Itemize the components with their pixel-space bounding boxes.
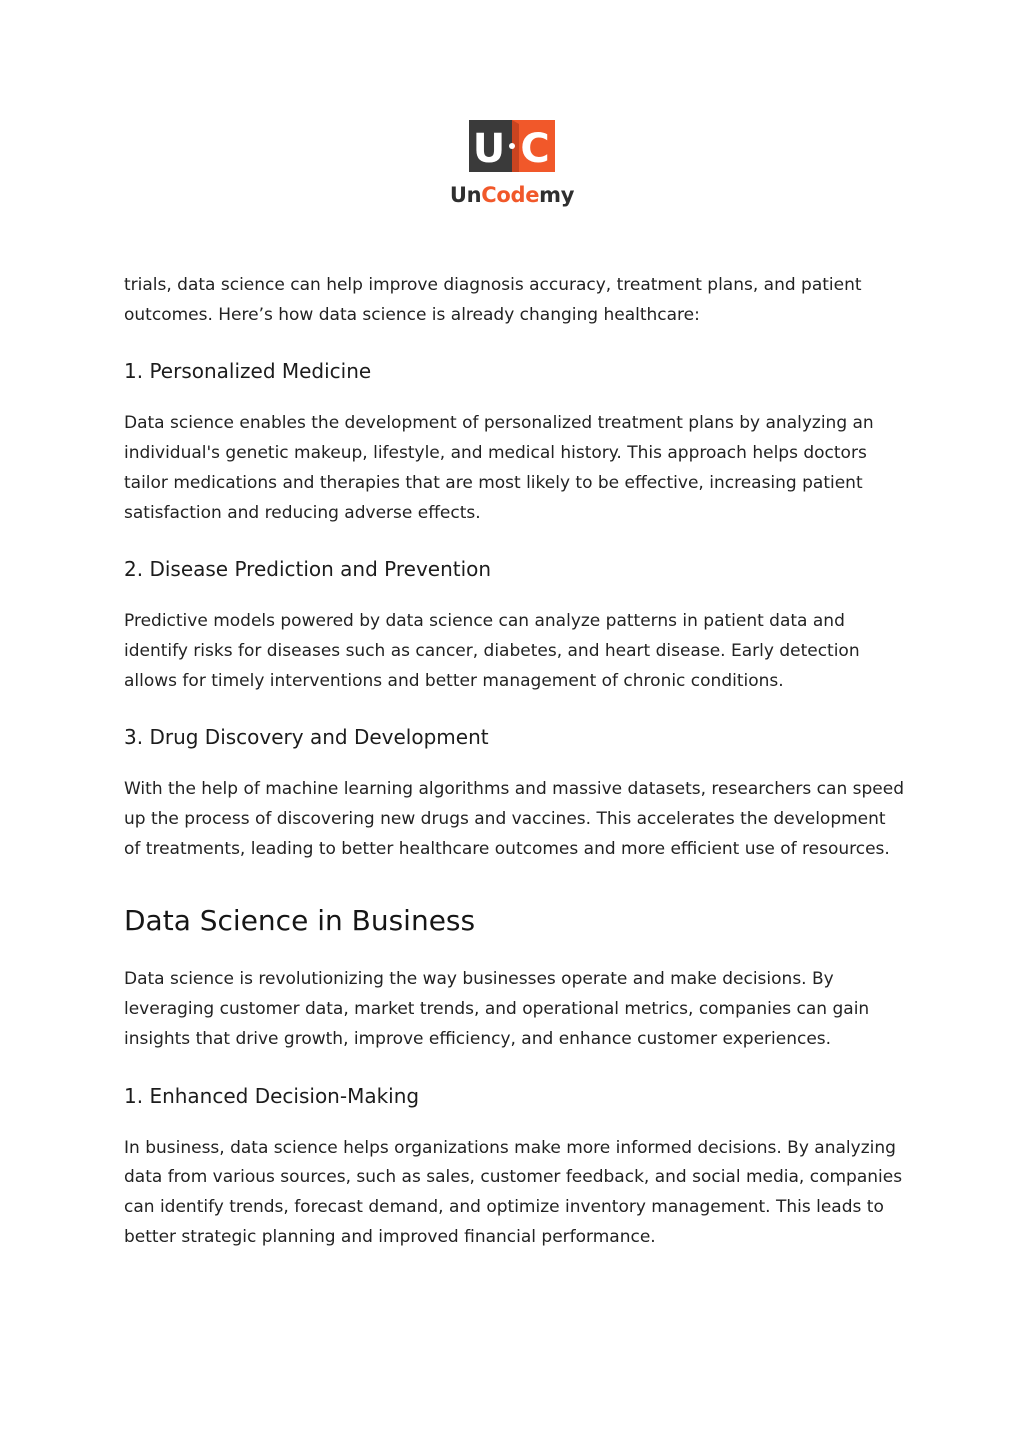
paragraph-data-science-in-business: Data science is revolutionizing the way businesses operate and make decisions. By leveraging customer data, market trends, and operational metrics, companies can gain insights that drive growth, improve efficiency, and enhance customer experiences. (124, 969, 870, 1049)
logo-mark-left-letter: U (472, 126, 506, 172)
paragraph-personalized-medicine: Data science enables the development of personalized treatment plans by analyzing an individual's genetic makeup, lifestyle, and medical history. This approach helps doctors tailor medications and therapies that are most likely to be effective, increasing patient satisfaction and reducing adverse effects. (124, 413, 874, 523)
heading-personalized-medicine: 1. Personalized Medicine (124, 359, 372, 384)
heading-drug-discovery: 3. Drug Discovery and Development (124, 725, 489, 750)
logo-mark-right-letter: C (520, 126, 550, 172)
heading-disease-prediction: 2. Disease Prediction and Prevention (124, 557, 492, 582)
paragraph-enhanced-decision-making: In business, data science helps organizations make more informed decisions. By analyzing data from various sources, such as sales, customer feedback, and social media, companies can identify trends, forecast demand, and optimize inventory management. This leads to better strategic planning and improved financial performance. (124, 1137, 903, 1247)
logo-wordmark (442, 182, 582, 208)
logo-word-part3: my (539, 183, 575, 207)
logo-word-part2: Code (481, 183, 540, 207)
logo-dot (509, 143, 515, 149)
intro-paragraph: trials, data science can help improve diagnosis accuracy, treatment plans, and patient outcomes. Here’s how data science is already changing healthcare: (124, 275, 862, 325)
uncodemy-logo (442, 118, 582, 212)
heading-data-science-in-business: Data Science in Business (124, 904, 476, 938)
heading-enhanced-decision-making: 1. Enhanced Decision-Making (124, 1083, 420, 1108)
uc-logo-mark (469, 120, 555, 172)
document-body (124, 271, 904, 1252)
paragraph-drug-discovery: With the help of machine learning algorithms and massive datasets, researchers can speed up the process of discovering new drugs and vaccines. This accelerates the development of treatments, leading to better healthcare outcomes and more efficient use of resources. (124, 779, 904, 859)
logo-word-part1: Un (449, 183, 482, 207)
paragraph-disease-prediction: Predictive models powered by data science can analyze patterns in patient data and identify risks for diseases such as cancer, diabetes, and heart disease. Early detection allows for timely interventions and better management of chronic conditions. (124, 611, 860, 691)
